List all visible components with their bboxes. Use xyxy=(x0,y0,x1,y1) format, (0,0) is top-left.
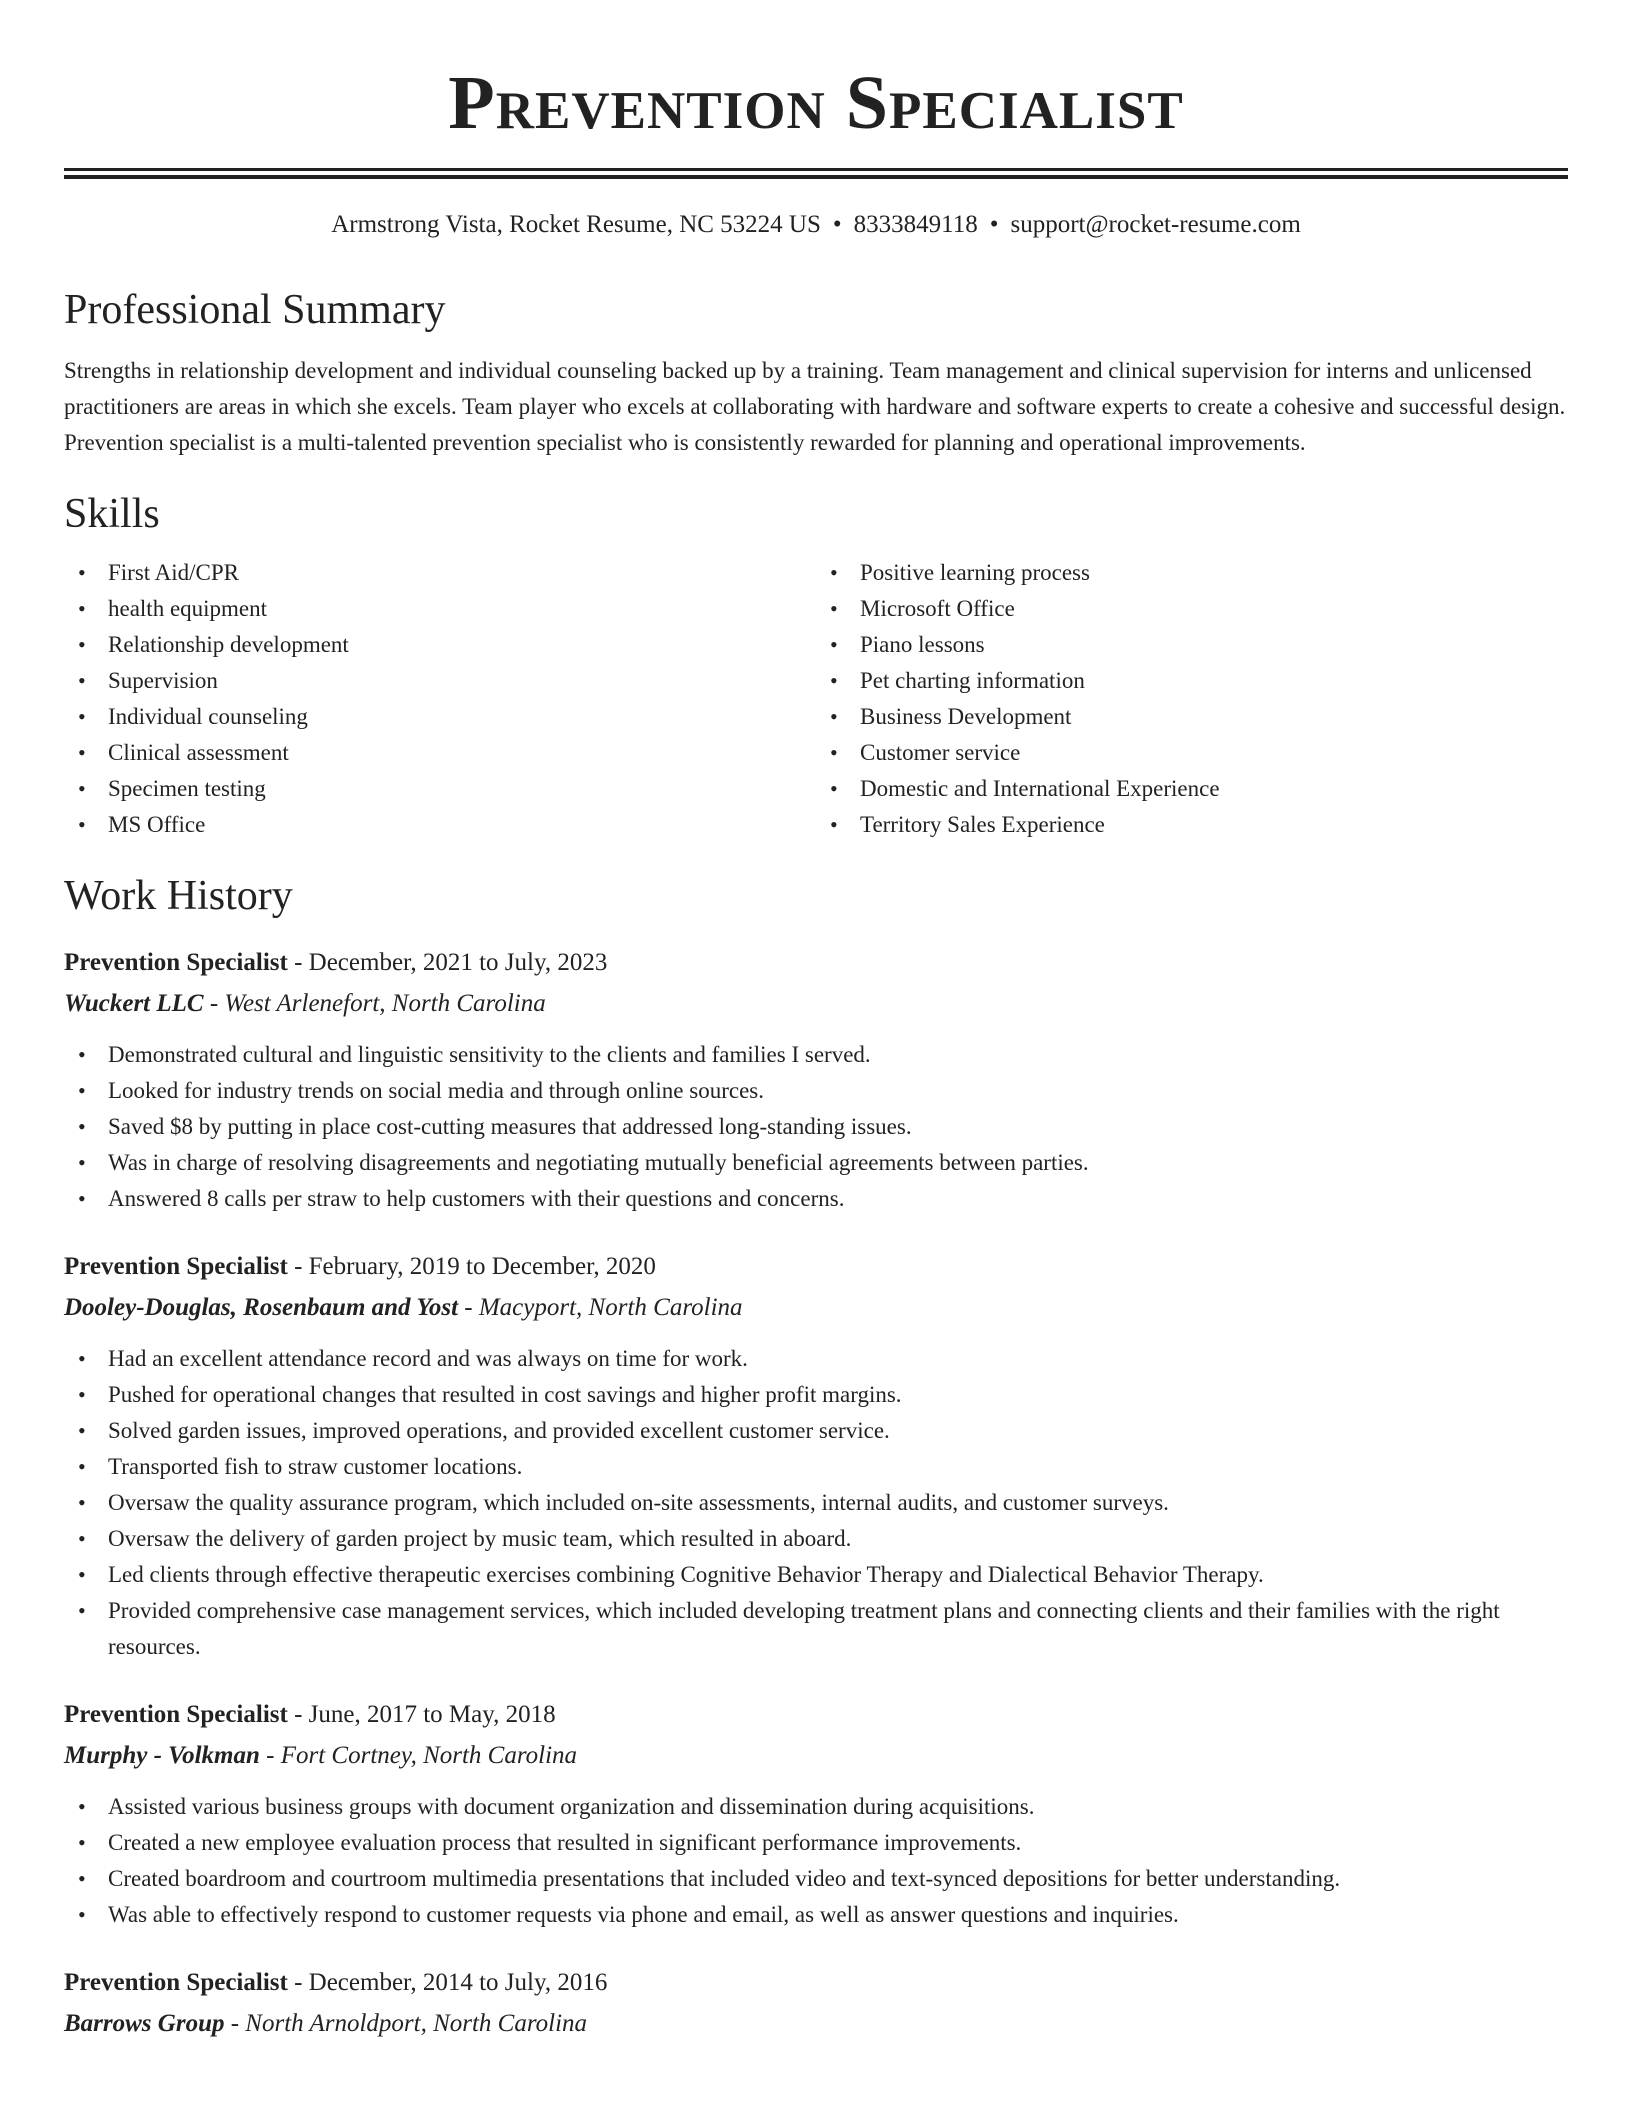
skill-item: • First Aid/CPR xyxy=(64,555,816,591)
section-heading-summary: Professional Summary xyxy=(64,287,446,333)
job-entry xyxy=(64,945,1568,1217)
job-dates: - February, 2019 to December, 2020 xyxy=(294,1253,656,1280)
company-line xyxy=(64,1737,1568,1775)
job-bullet: • Saved $8 by putting in place cost-cutting measures that addressed long-standing issues. xyxy=(64,1109,1568,1145)
skill-item: • Customer service xyxy=(816,735,1568,771)
contact-phone: 8333849118 xyxy=(853,211,978,238)
company-line xyxy=(64,1289,1568,1327)
contact-separator: • xyxy=(832,211,842,238)
company-location: - West Arlenefort, North Carolina xyxy=(209,990,546,1017)
job-title-line xyxy=(64,1697,1568,1733)
job-bullet: • Created a new employee evaluation process that resulted in significant performance improvements. xyxy=(64,1825,1568,1861)
contact-separator: • xyxy=(989,211,999,238)
skill-item: • Relationship development xyxy=(64,627,816,663)
skill-item: • Clinical assessment xyxy=(64,735,816,771)
contact-line xyxy=(64,209,1568,241)
job-dates: - December, 2021 to July, 2023 xyxy=(294,949,608,976)
job-title: Prevention Specialist xyxy=(64,949,288,976)
job-bullet: • Answered 8 calls per straw to help customers with their questions and concerns. xyxy=(64,1181,1568,1217)
job-bullet: • Was in charge of resolving disagreements and negotiating mutually beneficial agreements between parties. xyxy=(64,1145,1568,1181)
skill-item: • health equipment xyxy=(64,591,816,627)
job-entry xyxy=(64,1965,1568,2043)
contact-email: support@rocket-resume.com xyxy=(1010,211,1301,238)
job-bullet: • Oversaw the delivery of garden project by music team, which resulted in aboard. xyxy=(64,1521,1568,1557)
company-location: - North Arnoldport, North Carolina xyxy=(230,2010,588,2037)
company-location: - Fort Cortney, North Carolina xyxy=(266,1742,578,1769)
skill-item: • Domestic and International Experience xyxy=(816,771,1568,807)
company-name: Barrows Group xyxy=(64,2010,225,2037)
header-divider xyxy=(64,168,1568,179)
job-bullets xyxy=(64,1037,1568,1217)
company-name: Wuckert LLC xyxy=(64,990,204,1017)
job-dates: - June, 2017 to May, 2018 xyxy=(294,1701,556,1728)
section-heading-work: Work History xyxy=(64,873,293,919)
job-bullets xyxy=(64,1789,1568,1933)
job-bullet: • Assisted various business groups with document organization and dissemination during acquisitions. xyxy=(64,1789,1568,1825)
skill-item: • Pet charting information xyxy=(816,663,1568,699)
summary-text: Strengths in relationship development and individual counseling backed up by a training. Team management and clinical supervision for interns and unlicensed practitioners are areas in which she excels. Team player who excels at collaborating with hardware and software experts to create a cohesive and successful design. Prevention specialist is a multi-talented prevention specialist who is consistently rewarded for planning and operational improvements. xyxy=(64,358,1566,455)
job-title-line xyxy=(64,1965,1568,2001)
job-bullet: • Oversaw the quality assurance program, which included on-site assessments, internal audits, and customer surveys. xyxy=(64,1485,1568,1521)
job-bullet: • Provided comprehensive case management services, which included developing treatment plans and connecting clients and their families with the right resources. xyxy=(64,1593,1568,1665)
skills-section xyxy=(64,489,1568,843)
skill-item: • Supervision xyxy=(64,663,816,699)
job-title: Prevention Specialist xyxy=(64,1701,288,1728)
skill-item: • Individual counseling xyxy=(64,699,816,735)
job-entry xyxy=(64,1697,1568,1933)
company-line xyxy=(64,2005,1568,2043)
skill-item: • Specimen testing xyxy=(64,771,816,807)
skill-item: • MS Office xyxy=(64,807,816,843)
company-name: Murphy - Volkman xyxy=(64,1742,260,1769)
job-dates: - December, 2014 to July, 2016 xyxy=(294,1969,608,1996)
company-line xyxy=(64,985,1568,1023)
skills-column-right xyxy=(816,555,1568,843)
contact-address: Armstrong Vista, Rocket Resume, NC 53224 US xyxy=(331,211,821,238)
section-heading-skills: Skills xyxy=(64,491,160,537)
candidate-name: Prevention Specialist xyxy=(448,61,1184,145)
job-bullets xyxy=(64,1341,1568,1665)
work-history-section xyxy=(64,871,1568,2043)
job-bullet: • Demonstrated cultural and linguistic sensitivity to the clients and families I served. xyxy=(64,1037,1568,1073)
skill-item: • Positive learning process xyxy=(816,555,1568,591)
job-bullet: • Was able to effectively respond to customer requests via phone and email, as well as answer questions and inquiries. xyxy=(64,1897,1568,1933)
job-title: Prevention Specialist xyxy=(64,1969,288,1996)
job-bullet: • Pushed for operational changes that resulted in cost savings and higher profit margins. xyxy=(64,1377,1568,1413)
job-title-line xyxy=(64,1249,1568,1285)
resume-page xyxy=(64,0,1568,2043)
skill-item: • Business Development xyxy=(816,699,1568,735)
job-bullet: • Led clients through effective therapeutic exercises combining Cognitive Behavior Therapy and Dialectical Behavior Therapy. xyxy=(64,1557,1568,1593)
skills-grid xyxy=(64,555,1568,843)
skill-item: • Piano lessons xyxy=(816,627,1568,663)
skill-item: • Territory Sales Experience xyxy=(816,807,1568,843)
skill-item: • Microsoft Office xyxy=(816,591,1568,627)
company-name: Dooley-Douglas, Rosenbaum and Yost xyxy=(64,1294,459,1321)
job-bullet: • Looked for industry trends on social media and through online sources. xyxy=(64,1073,1568,1109)
job-title-line xyxy=(64,945,1568,981)
job-title: Prevention Specialist xyxy=(64,1253,288,1280)
skills-column-left xyxy=(64,555,816,843)
job-bullet: • Solved garden issues, improved operations, and provided excellent customer service. xyxy=(64,1413,1568,1449)
company-location: - Macyport, North Carolina xyxy=(464,1294,743,1321)
job-bullet: • Transported fish to straw customer locations. xyxy=(64,1449,1568,1485)
professional-summary-section xyxy=(64,285,1568,461)
job-bullet: • Had an excellent attendance record and was always on time for work. xyxy=(64,1341,1568,1377)
job-entry xyxy=(64,1249,1568,1665)
job-bullet: • Created boardroom and courtroom multimedia presentations that included video and text-synced depositions for better understanding. xyxy=(64,1861,1568,1897)
